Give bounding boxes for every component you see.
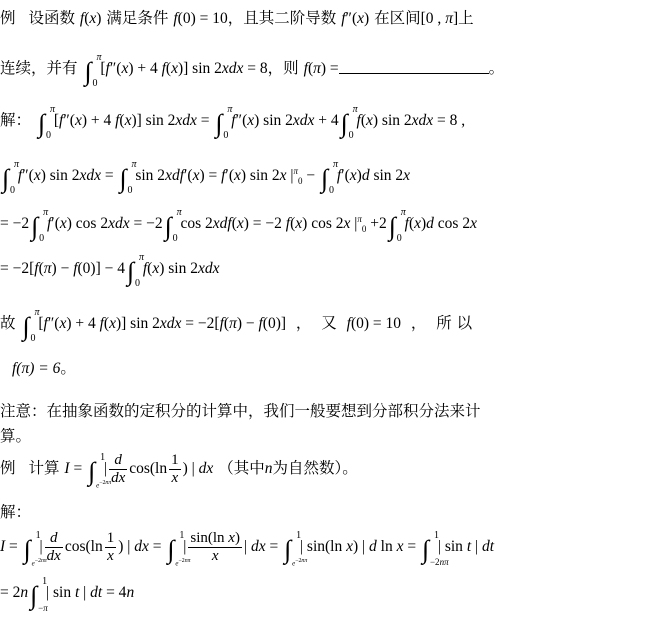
sol1-line6 xyxy=(12,356,76,378)
var-n: n xyxy=(264,460,273,478)
ex2-text-a: 计算 xyxy=(28,459,60,478)
ex1-line1 xyxy=(0,6,474,28)
ex1-text-d: 在区间 xyxy=(374,9,421,27)
formula-f2x: f″(x) xyxy=(341,10,370,27)
solution2-label: 解： xyxy=(0,503,32,521)
sol1-line2 xyxy=(0,159,411,197)
sol1-line3 xyxy=(0,207,477,245)
ex1-text-a: 设函数 xyxy=(28,9,75,27)
formula-f0-again: f(0) = 10 xyxy=(346,315,402,332)
ex2-text-c: 为自然数）。 xyxy=(272,459,358,478)
ex1-text-h: 。 xyxy=(488,59,505,77)
sol1-line4 xyxy=(0,252,220,289)
connective-therefore: 故 xyxy=(0,314,16,332)
answer-end: 。 xyxy=(60,360,76,377)
solution-label: 解： xyxy=(0,111,32,129)
formula-by-parts-2: = −2∫ π 0 f′(x) cos 2xdx = −2∫ π 0 cos 2xdf(x) = −2 f(x) cos 2x $|^\pi_0 +2\int$ π 0 f(x)d cos 2x xyxy=(0,207,477,245)
ex1-text-b: 满足条件 xyxy=(106,9,169,27)
connective-so: 所 以 xyxy=(436,314,473,332)
formula-by-parts-3: = −2[f(π) − f(0)] − 4∫ π 0 f(x) sin 2xdx xyxy=(0,252,220,289)
formula-sol1-split: ∫ π 0 [f″(x) + 4 f(x)] sin 2xdx = ∫ π 0 f″(x) sin 2xdx + 4∫ π 0 f(x) sin 2xdx = 8 , xyxy=(37,104,466,141)
note-line2: 算。 xyxy=(0,427,32,445)
sol1-line1 xyxy=(0,104,466,141)
answer-value: f(π) = 6 xyxy=(12,360,61,377)
formula-by-parts-1: ∫ π 0 f″(x) sin 2xdx = ∫ π 0 sin 2xdf′(x) = f′(x) sin 2x $|^\pi_0$ − ∫ π 0 f′(x)d sin 2x xyxy=(2,159,411,197)
ex1-text-g: ，则 xyxy=(267,59,299,77)
formula-sol2-chain: I = ∫ 1 $e^{-2n\pi}$ | $\frac{d}{dx}$ cos(ln $\frac{1}{x}$ ) | dx = ∫ 1 $e^{-2n\pi}$ | $\frac{\text{sin(ln x)}}{x}$ | dx = ∫ 1 $e^{-2n\pi}$ | sin(ln x) | d ln x = ∫ 1 −2nπ | sin t | dt xyxy=(0,530,495,568)
answer-blank xyxy=(339,59,489,74)
connective-also: 又 xyxy=(321,314,337,332)
formula-f0: f(0) = 10 xyxy=(173,10,228,27)
sol1-line5: 故 ∫ π 0 [f″(x) + 4 f(x)] sin 2xdx = −2[f(π) − f(0)] ， 又 f(0) = 10 ， 所 以 xyxy=(0,307,473,344)
sol2-line1 xyxy=(0,530,495,568)
sol2-line2 xyxy=(0,576,135,613)
formula-integral-condition: ∫ π 0 [f″(x) + 4 f(x)] sin 2xdx = 8 xyxy=(84,52,268,89)
ex1-text-f: 连续，并有 xyxy=(0,59,78,77)
formula-result: ∫ π 0 [f″(x) + 4 f(x)] sin 2xdx = −2[f(π) − f(0)] xyxy=(22,307,287,344)
ex2-line xyxy=(0,452,358,490)
ex1-line2 xyxy=(0,52,505,89)
formula-fx: f(x) xyxy=(79,10,102,27)
ex1-text-e: 上 xyxy=(458,9,474,27)
formula-fpi: f(π) = xyxy=(303,60,339,77)
ex1-text-c: ，且其二阶导数 xyxy=(227,9,337,27)
formula-I-def: I = ∫ 1 $e^{-2n\pi}$ | $\frac{d}{dx}$ cos(ln $\frac{1}{x}$ ) | dx xyxy=(64,452,214,490)
ex2-text-b: （其中 xyxy=(218,459,265,478)
note-line1: 注意：在抽象函数的定积分的计算中，我们一般要想到分部积分法来计 xyxy=(0,402,481,420)
example-label: 例 xyxy=(0,9,16,27)
formula-interval: [0 , π] xyxy=(420,10,459,27)
example2-label: 例 xyxy=(0,459,16,478)
formula-sol2-final: = 2n∫ 1 −π | sin t | dt = 4n xyxy=(0,576,135,613)
